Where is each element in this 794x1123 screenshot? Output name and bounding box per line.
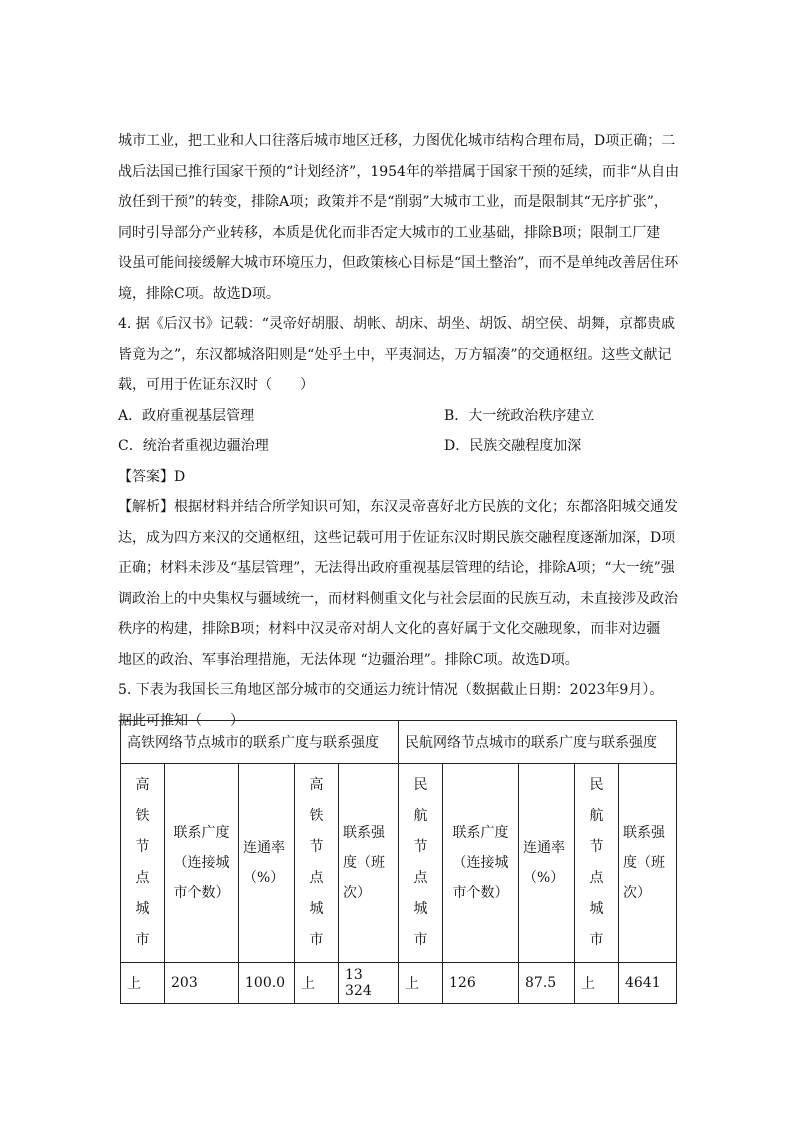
question-stem-line: 载，可用于佐证东汉时（ ） [118, 377, 314, 393]
group-header-air: 民航网络节点城市的联系广度与联系强度 [399, 721, 677, 764]
text-line: 放任到干预”的转变，排除A项；政策并不是“削弱”大城市工业，而是限制其“无序扩张”， [118, 194, 668, 210]
text-line: 战后法国已推行国家干预的“计划经济”，1954年的举措属于国家干预的延续，而非“从自由 [118, 163, 680, 180]
analysis-line: 达，成为四方来汉的交通枢纽，这些记载可用于佐证东汉时期民族交融程度逐渐加深，D项 [118, 529, 676, 546]
col-air-node-2: 民 航 节 点 城 市 [575, 764, 619, 963]
question-stem-line: 5. 下表为我国长三角地区部分城市的交通运力统计情况（数据截止日期：2023年9月）。 [118, 682, 664, 698]
analysis-line: 秩序的构建，排除B项；材料中汉灵帝对胡人文化的喜好属于文化交融现象，而非对边疆 [118, 621, 661, 637]
option-b: B．大一统政治秩序建立 [444, 407, 595, 424]
table-cell: 100.0 [239, 963, 295, 1004]
analysis-line: 地区的政治、军事治理措施，无法体现 “边疆治理”。排除C项。故选D项。 [118, 651, 579, 668]
col-air-rate: 连通率（%） [519, 764, 575, 963]
text-line: 设虽可能间接缓解大城市环境压力，但政策核心目标是“国土整治”，而不是单纯改善居住环 [118, 255, 679, 271]
analysis-line: 调政治上的中央集权与疆域统一，而材料侧重文化与社会层面的民族互动，未直接涉及政治 [118, 590, 678, 607]
answer-line: 【答案】D [118, 468, 186, 485]
text-line: 同时引导部分产业转移，本质是优化而非否定大城市的工业基础，排除B项；限制工厂建 [118, 224, 661, 241]
table-cell: 126 [443, 963, 519, 1004]
document-body [118, 126, 678, 736]
text-line: 境，排除C项。故选D项。 [118, 285, 280, 302]
group-header-rail: 高铁网络节点城市的联系广度与联系强度 [121, 721, 399, 764]
table-cell: 上 [121, 963, 165, 1004]
table-cell: 上 [575, 963, 619, 1004]
question-stem-line: 皆竟为之”，东汉都城洛阳则是“处乎土中，平夷洞达，万方辐凑”的交通枢纽。这些文献记 [118, 346, 672, 363]
analysis-line: 正确；材料未涉及“基层管理”，无法得出政府重视基层管理的结论，排除A项；“大一统”强 [118, 560, 675, 576]
text-line: 城市工业，把工业和人口往落后城市地区迁移，力图优化城市结构合理布局，D项正确；二 [118, 133, 676, 149]
col-rail-node: 高 铁 节 点 城 市 [121, 764, 165, 963]
table-row [121, 963, 677, 1004]
option-d: D．民族交融程度加深 [444, 438, 582, 454]
table-cell: 13 324 [339, 963, 399, 1004]
table-cell: 203 [165, 963, 239, 1004]
col-rail-breadth: 联系广度（连接城市个数） [165, 764, 239, 963]
col-air-breadth: 联系广度（连接城市个数） [443, 764, 519, 963]
col-air-strength: 联系强度（班次） [619, 764, 677, 963]
continued-paragraph [118, 126, 678, 309]
col-air-node: 民 航 节 点 城 市 [399, 764, 443, 963]
option-c: C．统治者重视边疆治理 [118, 438, 269, 454]
transport-stats-table [120, 720, 677, 1004]
answer-options [118, 401, 678, 462]
question-stem-line: 4. 据《后汉书》记载：“灵帝好胡服、胡帐、胡床、胡坐、胡饭、胡空侯、胡舞，京都贵戚 [118, 316, 675, 332]
analysis-line: 【解析】根据材料并结合所学知识可知，东汉灵帝喜好北方民族的文化；东都洛阳城交通发 [118, 499, 678, 515]
table-cell: 上 [295, 963, 339, 1004]
col-rail-strength: 联系强度（班次） [339, 764, 399, 963]
table-cell: 87.5 [519, 963, 575, 1004]
table-cell: 上 [399, 963, 443, 1004]
question-4 [118, 309, 678, 675]
table-cell: 4641 [619, 963, 677, 1004]
question-stem-line: 据此可推知（ ） [118, 712, 244, 729]
col-rail-rate: 连通率（%） [239, 764, 295, 963]
col-rail-node-2: 高 铁 节 点 城 市 [295, 764, 339, 963]
option-a: A．政府重视基层管理 [118, 407, 255, 424]
